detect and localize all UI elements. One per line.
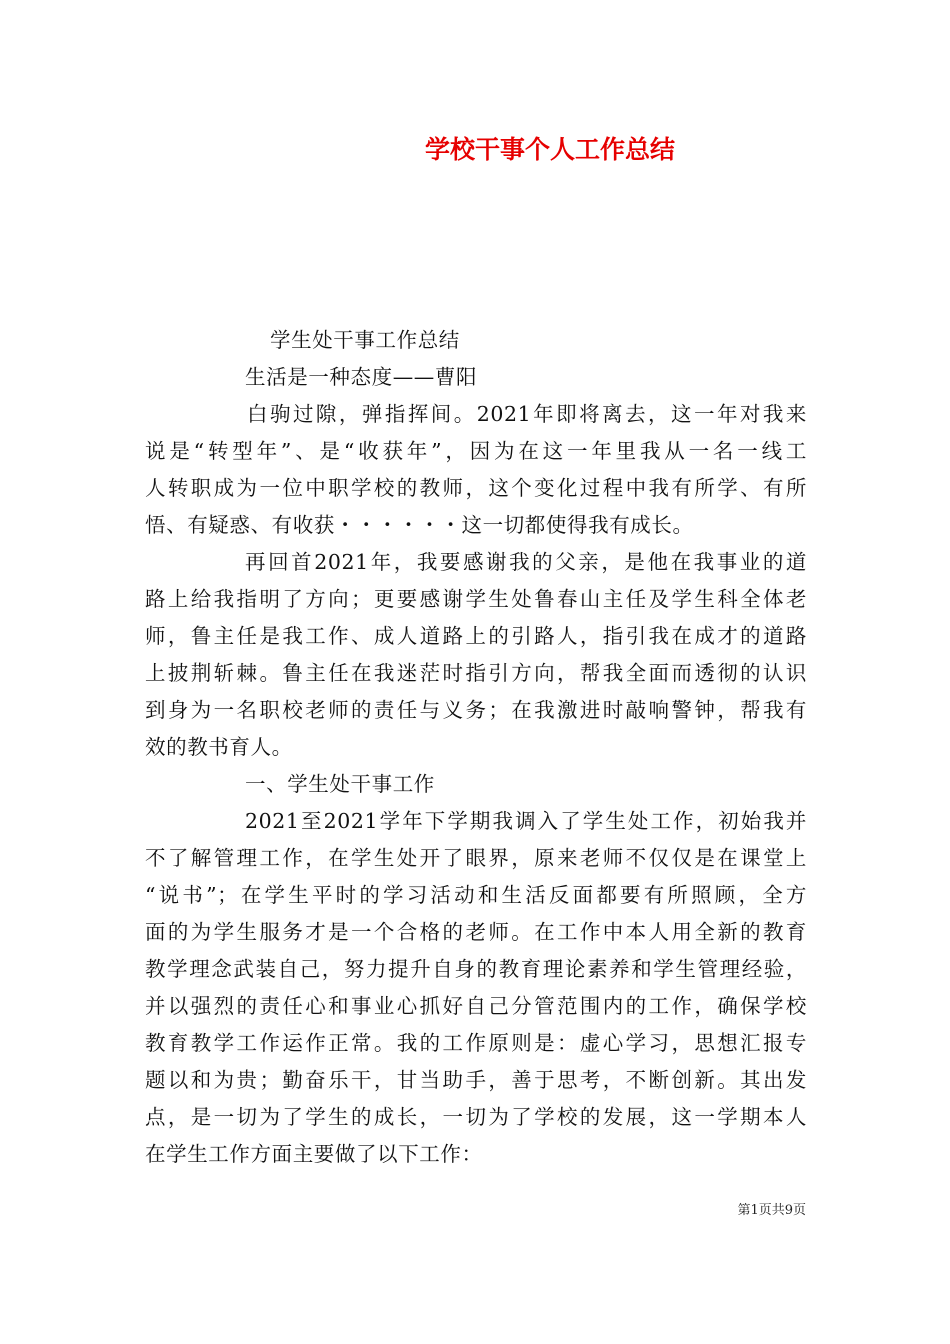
paragraph-line: 面的为学生服务才是一个合格的老师。在工作中本人用全新的教育 xyxy=(145,920,807,944)
subtitle-line: 学生处干事工作总结 xyxy=(270,328,460,352)
paragraph-line: 到身为一名职校老师的责任与义务；在我激进时敲响警钟，帮我有 xyxy=(145,698,807,722)
paragraph-line: 白驹过隙，弹指挥间。2021年即将离去，这一年对我来 xyxy=(247,402,807,426)
paragraph-line: 不了解管理工作，在学生处开了眼界，原来老师不仅仅是在课堂上 xyxy=(145,846,807,870)
paragraph-line: 师，鲁主任是我工作、成人道路上的引路人，指引我在成才的道路 xyxy=(145,624,807,648)
paragraph-line: 人转职成为一位中职学校的教师，这个变化过程中我有所学、有所 xyxy=(145,476,807,500)
paragraph-line: 题以和为贵；勤奋乐干，甘当助手，善于思考，不断创新。其出发 xyxy=(145,1068,807,1092)
paragraph-line: 路上给我指明了方向；更要感谢学生处鲁春山主任及学生科全体老 xyxy=(145,587,807,611)
paragraph-line: 点，是一切为了学生的成长，一切为了学校的发展，这一学期本人 xyxy=(145,1105,807,1129)
paragraph-line: 再回首2021年，我要感谢我的父亲，是他在我事业的道 xyxy=(245,550,807,574)
paragraph-line: 悟、有疑惑、有收获・・・・・・这一切都使得我有成长。 xyxy=(145,513,694,537)
paragraph-line: 上披荆斩棘。鲁主任在我迷茫时指引方向，帮我全面而透彻的认识 xyxy=(145,661,807,685)
document-title: 学校干事个人工作总结 xyxy=(424,135,675,164)
paragraph-line: 在学生工作方面主要做了以下工作： xyxy=(145,1142,483,1166)
motto-line: 生活是一种态度——曹阳 xyxy=(245,365,478,389)
paragraph-line: 并以强烈的责任心和事业心抓好自己分管范围内的工作，确保学校 xyxy=(145,994,807,1018)
paragraph-line: 2021至2021学年下学期我调入了学生处工作，初始我并 xyxy=(245,809,807,833)
paragraph-line: 效的教书育人。 xyxy=(145,735,293,759)
page-number: 第1页共9页 xyxy=(737,1203,806,1218)
paragraph-line: 教学理念武装自己，努力提升自身的教育理论素养和学生管理经验， xyxy=(145,957,807,981)
paragraph-line: 教育教学工作运作正常。我的工作原则是：虚心学习，思想汇报专 xyxy=(145,1031,807,1055)
paragraph-line: 说是“转型年”、是“收获年”，因为在这一年里我从一名一线工 xyxy=(145,439,807,463)
document-body xyxy=(145,322,807,1173)
section-heading: 一、学生处干事工作 xyxy=(245,772,435,796)
paragraph-line: “说书”；在学生平时的学习活动和生活反面都要有所照顾，全方 xyxy=(145,883,807,907)
